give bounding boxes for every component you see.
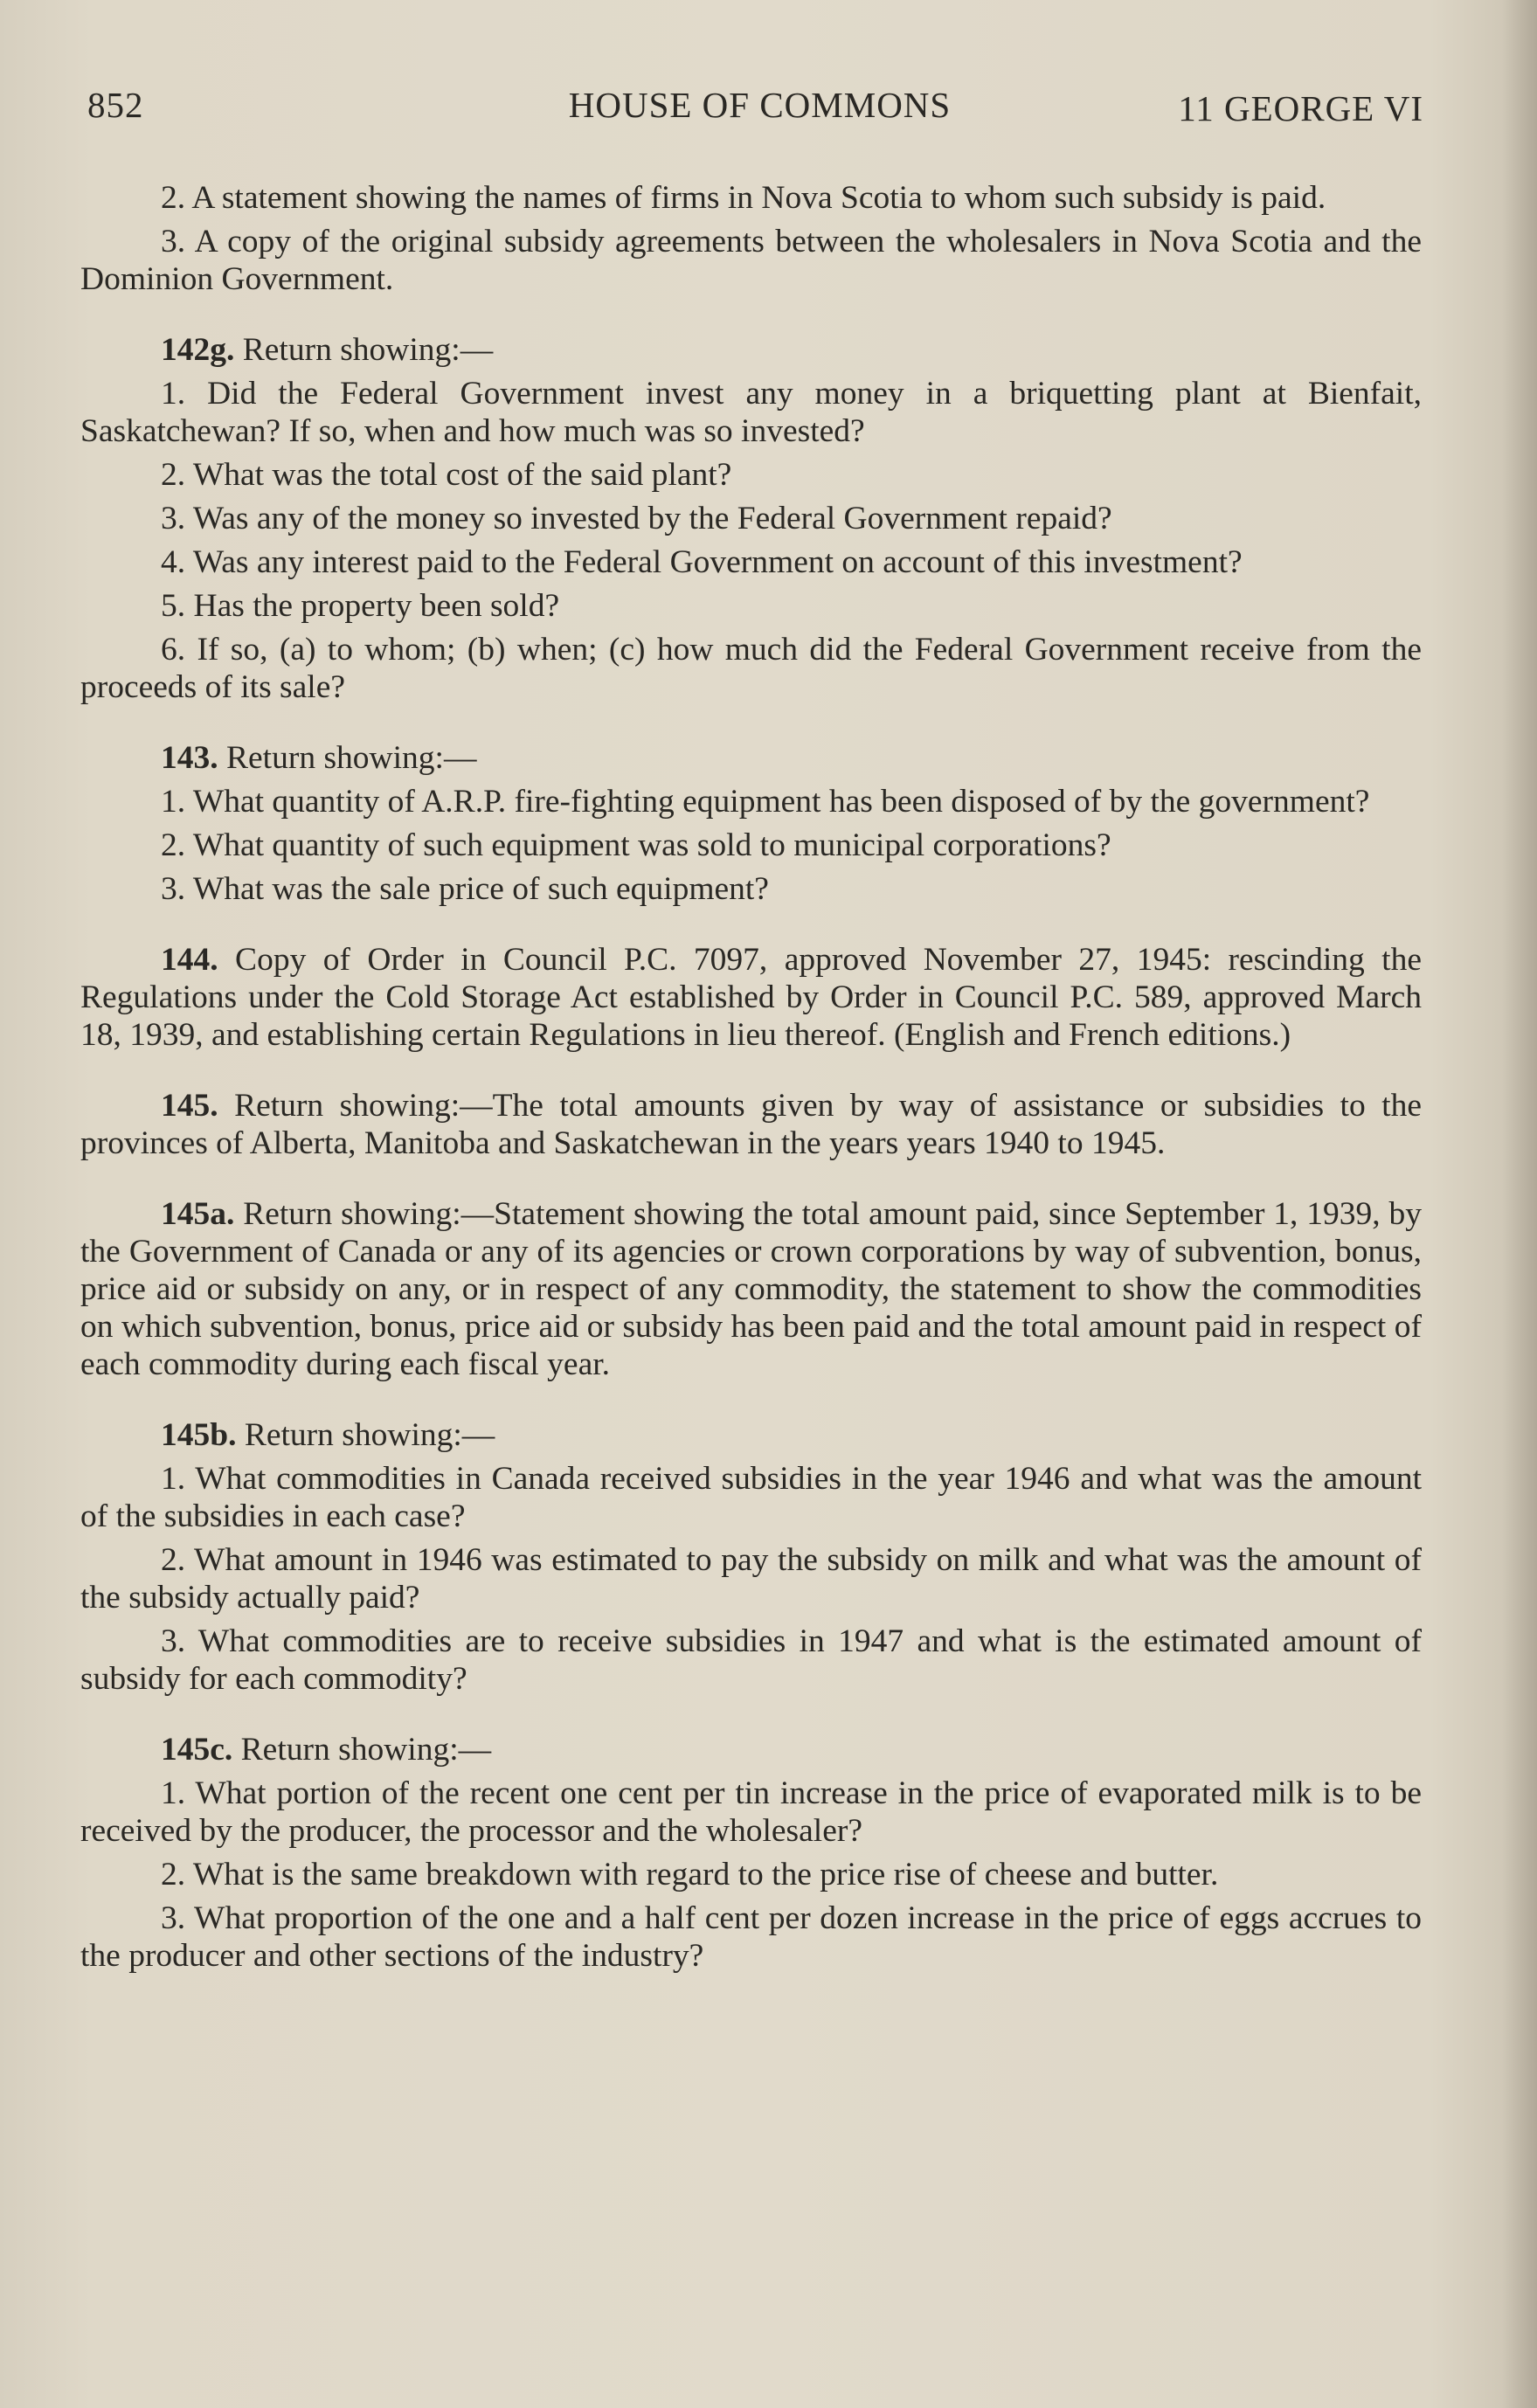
list-item: 1. What portion of the recent one cent per tin increase in the price of evaporated milk is to be received by the producer, the processor and the wholesaler? <box>80 1775 1422 1849</box>
list-item: 1. Did the Federal Government invest any money in a briquetting plant at Bienfait, Saskatchewan? If so, when and how much was so invested? <box>80 376 1422 449</box>
list-item: 2. What is the same breakdown with regard to the price rise of cheese and butter. <box>161 1857 1219 1892</box>
section-text: Return showing:—The total amounts given by way of assistance or subsidies to the provinces of Alberta, Manitoba and Saskatchewan in the years years 1940 to 1945. <box>80 1088 1422 1161</box>
section-number: 145a. <box>161 1196 235 1232</box>
list-item: 5. Has the property been sold? <box>161 588 560 624</box>
regnal-year: 11 GEORGE VI <box>1178 88 1423 128</box>
list-item: 3. What commodities are to receive subsidies in 1947 and what is the estimated amount of subsidy for each commodity? <box>80 1623 1422 1697</box>
list-item: 6. If so, (a) to whom; (b) when; (c) how much did the Federal Government receive from the proceeds of its sale? <box>80 632 1422 705</box>
list-item: 1. What commodities in Canada received subsidies in the year 1946 and what was the amount of the subsidies in each case? <box>80 1461 1422 1534</box>
section-number: 145b. <box>161 1417 237 1453</box>
section-text: Return showing:— <box>236 1417 495 1453</box>
section-number: 145. <box>161 1088 218 1124</box>
list-item: 3. Was any of the money so invested by the Federal Government repaid? <box>161 501 1112 536</box>
section-142g <box>80 331 1422 369</box>
section-number: 142g. <box>161 332 235 368</box>
list-item: 3. What was the sale price of such equipment? <box>161 871 769 907</box>
section-145c <box>80 1731 1422 1768</box>
list-item: 2. A statement showing the names of firms in Nova Scotia to whom such subsidy is paid. <box>161 180 1326 216</box>
section-text: Return showing:—Statement showing the total amount paid, since September 1, 1939, by the Government of Canada or any of its agencies or crown corporations by way of subvention, bonus, price aid or subsidy on any, or in respect of any commodity, the statement to show the commodities on which subvention, bonus, price aid or subsidy has been paid and the total amount paid in respect of each commodity during each fiscal year. <box>80 1196 1422 1382</box>
list-item: 3. What proportion of the one and a half cent per dozen increase in the price of eggs accrues to the producer and other sections of the industry? <box>80 1900 1422 1974</box>
page-body <box>80 179 1422 1975</box>
section-number: 144. <box>161 942 218 978</box>
section-text: Return showing:— <box>232 1732 492 1768</box>
list-item: 3. A copy of the original subsidy agreements between the wholesalers in Nova Scotia and the Dominion Government. <box>80 224 1422 297</box>
page-number: 852 <box>87 85 144 125</box>
section-145b <box>80 1416 1422 1454</box>
section-145 <box>80 1087 1422 1162</box>
section-text: Copy of Order in Council P.C. 7097, approved November 27, 1945: rescinding the Regulations under the Cold Storage Act established by Order in Council P.C. 589, approved March 18, 1939, and establishing certain Regulations in lieu thereof. (English and French editions.) <box>80 942 1422 1053</box>
section-144 <box>80 941 1422 1054</box>
section-145a <box>80 1195 1422 1383</box>
page-header <box>87 84 1423 145</box>
list-item: 2. What quantity of such equipment was sold to municipal corporations? <box>161 827 1111 863</box>
section-text: Return showing:— <box>218 740 477 776</box>
section-text: Return showing:— <box>234 332 494 368</box>
list-item: 2. What amount in 1946 was estimated to pay the subsidy on milk and what was the amount of the subsidy actually paid? <box>80 1542 1422 1616</box>
section-number: 145c. <box>161 1732 233 1768</box>
section-143 <box>80 739 1422 777</box>
page-edge-shadow <box>1502 0 1537 2408</box>
section-number: 143. <box>161 740 218 776</box>
list-item: 1. What quantity of A.R.P. fire-fighting equipment has been disposed of by the government? <box>161 784 1370 820</box>
list-item: 4. Was any interest paid to the Federal Government on account of this investment? <box>161 544 1243 580</box>
list-item: 2. What was the total cost of the said plant? <box>161 457 732 493</box>
page-title: HOUSE OF COMMONS <box>568 85 952 125</box>
